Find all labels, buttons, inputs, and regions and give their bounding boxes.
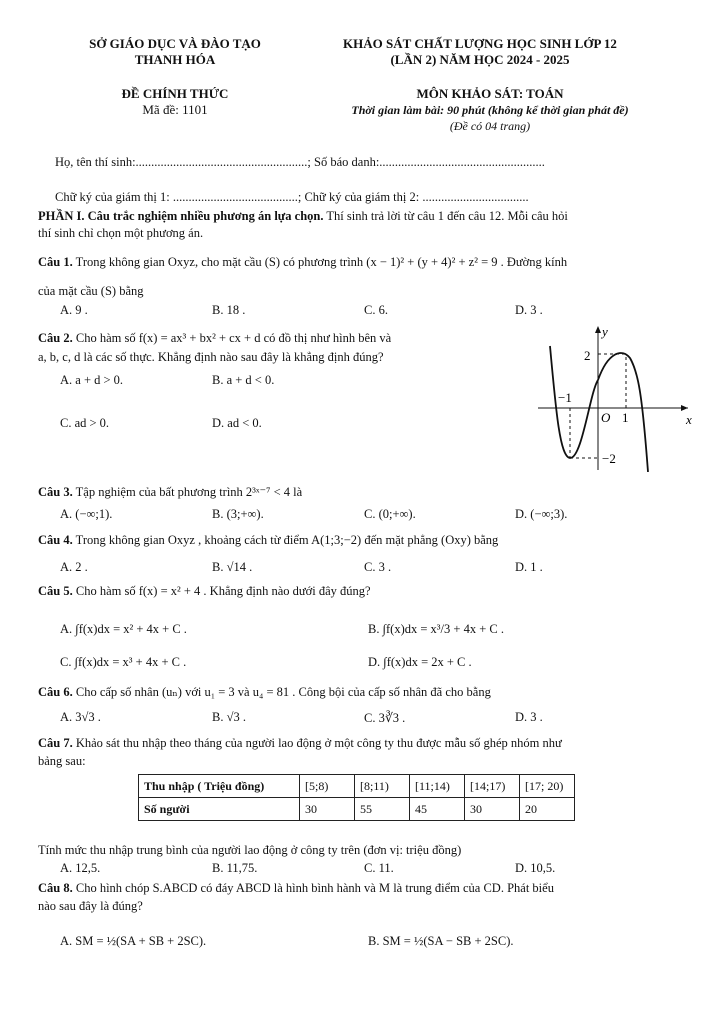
question-2 xyxy=(38,330,538,347)
q2-option-d[interactable]: D. ad < 0. xyxy=(212,416,262,430)
table-header: [11;14) xyxy=(410,775,465,798)
q6-option-a[interactable]: A. 3√3 . xyxy=(60,710,101,724)
exam-title xyxy=(300,36,660,68)
q8-text: Cho hình chóp S.ABCD có đáy ABCD là hình bình hành và M là trung điểm của CD. Phát biểu xyxy=(75,881,554,895)
q7-option-a[interactable]: A. 12,5. xyxy=(60,861,101,875)
subject-title: MÔN KHẢO SÁT: TOÁN xyxy=(416,86,564,101)
time-limit: Thời gian làm bài: 90 phút (không kể thời gian phát đề) xyxy=(351,103,629,117)
q5-text: Cho hàm số f(x) = x² + 4 . Khẳng định nào dưới đây đúng? xyxy=(75,584,371,598)
q1-text-2: của mặt cầu (S) bằng xyxy=(38,284,144,298)
q1-option-d[interactable]: D. 3 . xyxy=(515,303,543,317)
q6-option-b[interactable]: B. √3 . xyxy=(212,710,246,724)
q7-option-d[interactable]: D. 10,5. xyxy=(515,861,556,875)
question-1 xyxy=(38,254,687,271)
q1-option-a[interactable]: A. 9 . xyxy=(60,303,88,317)
table-cell: 30 xyxy=(300,798,355,821)
q3-text: Tập nghiệm của bất phương trình 2³ˣ⁻⁷ < 4 là xyxy=(75,485,303,499)
q2-option-b[interactable]: B. a + d < 0. xyxy=(212,373,275,387)
q8-label: Câu 8. xyxy=(38,881,73,895)
q7-option-c[interactable]: C. 11. xyxy=(364,861,394,875)
official-label xyxy=(70,86,280,118)
exam-code: Mã đề: 1101 xyxy=(142,102,208,117)
q3-option-c[interactable]: C. (0;+∞). xyxy=(364,507,416,521)
q2-option-c[interactable]: C. ad > 0. xyxy=(60,416,110,430)
q7-option-b[interactable]: B. 11,75. xyxy=(212,861,258,875)
q5-option-b[interactable]: B. ∫f(x)dx = x³/3 + 4x + C . xyxy=(368,622,504,636)
graph-label-2: 2 xyxy=(584,348,591,363)
question-3 xyxy=(38,484,687,501)
question-5 xyxy=(38,583,687,600)
q2-option-a[interactable]: A. a + d > 0. xyxy=(60,373,124,387)
q8-option-a[interactable]: A. SM = ½(SA + SB + 2SC). xyxy=(60,934,207,948)
cubic-graph xyxy=(538,322,698,472)
graph-label-y: y xyxy=(602,324,608,339)
table-header: [8;11) xyxy=(355,775,410,798)
table-cell: Số người xyxy=(139,798,300,821)
q1-text: Trong không gian Oxyz, cho mặt cầu (S) có phương trình (x − 1)² + (y + 4)² + z² = 9 . Đường kính xyxy=(75,255,568,269)
income-table xyxy=(138,774,575,821)
q1-option-c[interactable]: C. 6. xyxy=(364,303,388,317)
q4-text: Trong không gian Oxyz , khoảng cách từ điểm A(1;3;−2) đến mặt phẳng (Oxy) bằng xyxy=(75,533,499,547)
question-7 xyxy=(38,735,687,752)
supervisor-sign-line: Chữ ký của giám thị 1: ........................................; Chữ ký của giám thị 2: .................................. xyxy=(55,190,529,204)
q7-question: Tính mức thu nhập trung bình của người lao động ở công ty trên (đơn vị: triệu đồng) xyxy=(38,843,462,857)
table-cell: 55 xyxy=(355,798,410,821)
q2-label: Câu 2. xyxy=(38,331,73,345)
part1-instructions-2: thí sinh chỉ chọn một phương án. xyxy=(38,226,204,240)
exam-line1: KHẢO SÁT CHẤT LƯỢNG HỌC SINH LỚP 12 xyxy=(343,36,617,51)
q8-text-2: nào sau đây là đúng? xyxy=(38,899,143,913)
q3-option-a[interactable]: A. (−∞;1). xyxy=(60,507,113,521)
subject-block xyxy=(300,86,680,134)
official-text: ĐỀ CHÍNH THỨC xyxy=(121,86,229,101)
question-6 xyxy=(38,684,687,701)
table-header: [17; 20) xyxy=(520,775,575,798)
part1-heading xyxy=(38,208,687,225)
department-name xyxy=(70,36,280,68)
graph-y-arrow xyxy=(595,326,601,333)
table-row xyxy=(139,798,575,821)
q6-option-c[interactable]: C. 3∛3 . xyxy=(364,711,406,725)
q4-label: Câu 4. xyxy=(38,533,73,547)
graph-label-1: 1 xyxy=(622,410,629,425)
q5-option-c[interactable]: C. ∫f(x)dx = x³ + 4x + C . xyxy=(60,655,187,669)
table-cell: 30 xyxy=(465,798,520,821)
q5-option-a[interactable]: A. ∫f(x)dx = x² + 4x + C . xyxy=(60,622,187,636)
q4-option-c[interactable]: C. 3 . xyxy=(364,560,392,574)
q8-option-b[interactable]: B. SM = ½(SA − SB + 2SC). xyxy=(368,934,514,948)
graph-label-neg2: −2 xyxy=(602,451,616,466)
q7-text-2: bảng sau: xyxy=(38,754,86,768)
q6-label: Câu 6. xyxy=(38,685,73,699)
table-header: Thu nhập ( Triệu đồng) xyxy=(139,775,300,798)
q3-option-b[interactable]: B. (3;+∞). xyxy=(212,507,264,521)
q2-text: Cho hàm số f(x) = ax³ + bx² + cx + d có đồ thị như hình bên và xyxy=(75,331,392,345)
q4-option-d[interactable]: D. 1 . xyxy=(515,560,543,574)
table-cell: 45 xyxy=(410,798,465,821)
table-header: [14;17) xyxy=(465,775,520,798)
q7-text: Khảo sát thu nhập theo tháng của người lao động ở một công ty thu được mẫu số ghép nhóm như xyxy=(75,736,562,750)
q4-option-a[interactable]: A. 2 . xyxy=(60,560,88,574)
q2-text-2: a, b, c, d là các số thực. Khẳng định nào sau đây là khẳng định đúng? xyxy=(38,350,384,364)
q5-label: Câu 5. xyxy=(38,584,73,598)
dept-line2: THANH HÓA xyxy=(134,52,216,67)
q6-option-d[interactable]: D. 3 . xyxy=(515,710,543,724)
graph-x-arrow xyxy=(681,405,688,411)
graph-curve xyxy=(550,346,648,472)
q3-option-d[interactable]: D. (−∞;3). xyxy=(515,507,568,521)
graph-label-x: x xyxy=(686,412,692,427)
part1-title: PHẦN I. Câu trắc nghiệm nhiều phương án lựa chọn. xyxy=(38,209,324,223)
exam-line2: (LẦN 2) NĂM HỌC 2024 - 2025 xyxy=(390,52,570,67)
q7-label: Câu 7. xyxy=(38,736,73,750)
q4-option-b[interactable]: B. √14 . xyxy=(212,560,253,574)
part1-instructions: Thí sinh trả lời từ câu 1 đến câu 12. Mỗi câu hỏi xyxy=(326,209,568,223)
q1-label: Câu 1. xyxy=(38,255,73,269)
q6-text: Cho cấp số nhân (uₙ) với u₁ = 3 và u₄ = 81 . Công bội của cấp số nhân đã cho bằng xyxy=(75,685,491,699)
q3-label: Câu 3. xyxy=(38,485,73,499)
page-count: (Đề có 04 trang) xyxy=(449,119,531,133)
candidate-name-line: Họ, tên thí sinh:.......................................................; Số báo danh:..................................................... xyxy=(55,155,545,169)
table-header-row xyxy=(139,775,575,798)
graph-label-origin: O xyxy=(601,410,611,425)
table-header: [5;8) xyxy=(300,775,355,798)
question-4 xyxy=(38,532,687,549)
graph-label-neg1: −1 xyxy=(558,390,572,405)
question-8 xyxy=(38,880,687,897)
table-cell: 20 xyxy=(520,798,575,821)
q5-option-d[interactable]: D. ∫f(x)dx = 2x + C . xyxy=(368,655,472,669)
dept-line1: SỞ GIÁO DỤC VÀ ĐÀO TẠO xyxy=(89,36,261,51)
q1-option-b[interactable]: B. 18 . xyxy=(212,303,246,317)
